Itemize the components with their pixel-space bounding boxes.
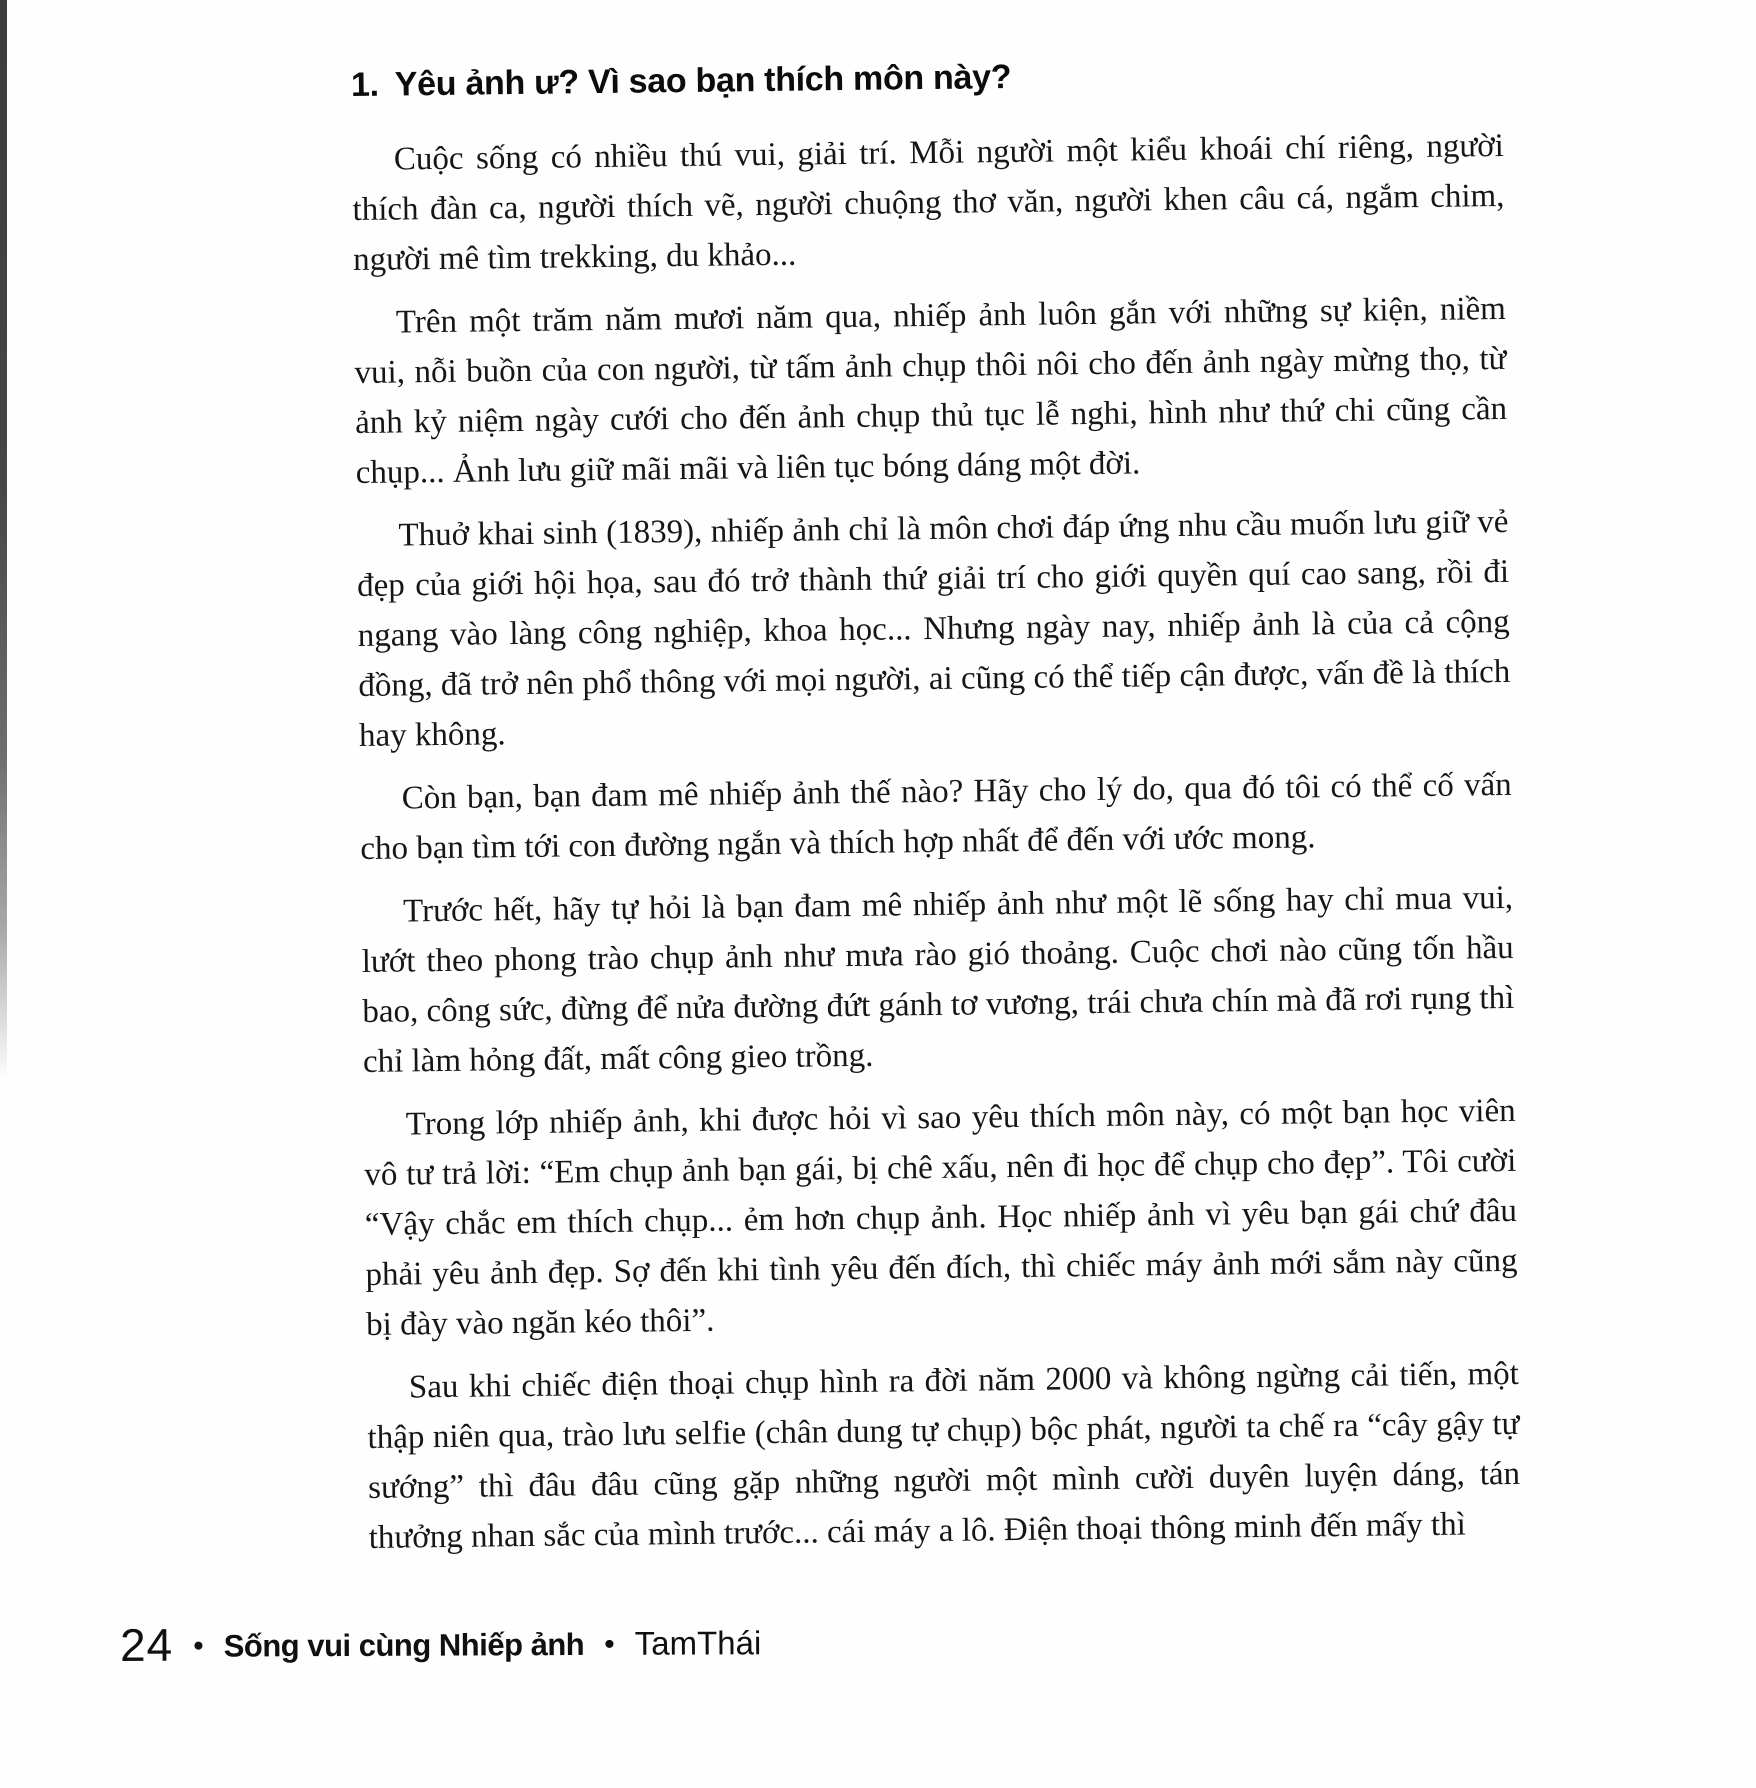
paragraph-2: Trên một trăm năm mươi năm qua, nhiếp ảnh luôn gắn với những sự kiện, niềm vui, nỗi buồn của con người, từ tấm ảnh chụp thôi nôi cho đến ảnh ngày mừng thọ, từ ảnh kỷ niệm ngày cưới cho đến ảnh chụp thủ tục lễ nghi, hình như thứ chi cũng cần chụp... Ảnh lưu giữ mãi mãi và liên tục bóng dáng một đời. (354, 290, 1508, 492)
section-heading (351, 52, 1503, 105)
page-number: 24 (119, 1618, 174, 1671)
page-content (351, 52, 1521, 1576)
footer-separator-icon: • (604, 1627, 615, 1661)
paragraph-3: Thuở khai sinh (1839), nhiếp ảnh chỉ là môn chơi đáp ứng nhu cầu muốn lưu giữ vẻ đẹp của giới hội họa, sau đó trở thành thứ giải trí cho giới quyền quí cao sang, rồi đi ngang vào làng công nghiệp, khoa học... Nhưng ngày nay, nhiếp ảnh là của cả cộng đồng, đã trở nên phổ thông với mọi người, ai cũng có thể tiếp cận được, vấn đề là thích hay không. (356, 503, 1511, 755)
footer-separator-icon: • (193, 1629, 204, 1663)
paragraph-4: Còn bạn, bạn đam mê nhiếp ảnh thế nào? Hãy cho lý do, qua đó tôi có thể cố vấn cho bạn tìm tới con đường ngắn và thích hợp nhất để đến với ước mong. (360, 766, 1512, 867)
section-title: Yêu ảnh ư? Vì sao bạn thích môn này? (394, 57, 1012, 104)
page-gutter-shadow (0, 0, 7, 1080)
paragraph-1: Cuộc sống có nhiều thú vui, giải trí. Mỗi người một kiểu khoái chí riêng, người thích đàn ca, người thích vẽ, người chuộng thơ văn, người khen câu cá, ngắm chim, người mê tìm trekking, du khảo... (352, 127, 1505, 279)
paragraph-7: Sau khi chiếc điện thoại chụp hình ra đời năm 2000 và không ngừng cải tiến, một thập niên qua, trào lưu selfie (chân dung tự chụp) bộc phát, người ta chế ra “cây gậy tự sướng” thì đâu đâu cũng gặp những người một mình cười duyên luyện dáng, tán thưởng nhan sắc của mình trước... cái máy a lô. Điện thoại thông minh đến mấy thì (367, 1355, 1521, 1556)
page-footer (119, 1618, 762, 1671)
author-name: TamThái (634, 1623, 762, 1662)
paragraph-5: Trước hết, hãy tự hỏi là bạn đam mê nhiếp ảnh như một lẽ sống hay chỉ mua vui, lướt theo phong trào chụp ảnh như mưa rào gió thoảng. Cuộc chơi nào cũng tốn hầu bao, công sức, đừng để nửa đường đứt gánh tơ vương, trái chưa chín mà đã rơi rụng thì chỉ làm hỏng đất, mất công gieo trồng. (361, 879, 1515, 1080)
book-title: Sống vui cùng Nhiếp ảnh (223, 1626, 585, 1664)
section-number: 1. (350, 65, 380, 105)
paragraph-6: Trong lớp nhiếp ảnh, khi được hỏi vì sao yêu thích môn này, có một bạn học viên vô tư trả lời: “Em chụp ảnh bạn gái, bị chê xấu, nên đi học để chụp cho đẹp”. Tôi cười “Vậy chắc em thích chụp... ẻm hơn chụp ảnh. Học nhiếp ảnh vì yêu bạn gái chứ đâu phải yêu ảnh đẹp. Sợ đến khi tình yêu đến đích, thì chiếc máy ảnh mới sắm này cũng bị đày vào ngăn kéo thôi”. (364, 1092, 1518, 1343)
